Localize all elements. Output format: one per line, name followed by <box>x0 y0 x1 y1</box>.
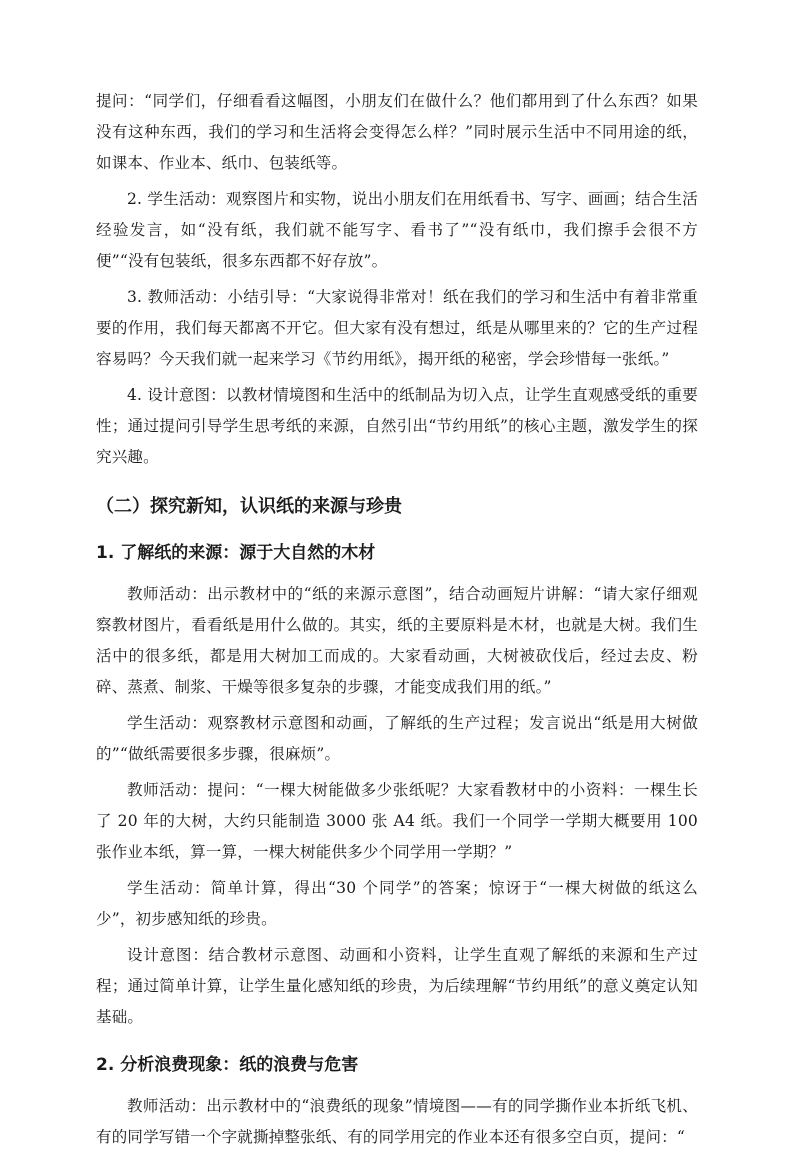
document-page <box>96 86 698 1153</box>
intro-question-paragraph: 提问：“同学们，仔细看看这幅图，小朋友们在做什么？他们都用到了什么东西？如果没有这种东西，我们的学习和生活将会变得怎么样？”同时展示生活中不同用途的纸，如课本、作业本、纸巾、包装纸等。 <box>96 92 698 172</box>
subsection-1-heading-wrap <box>96 539 698 567</box>
calculation-student-paragraph: 学生活动：简单计算，得出“30 个同学”的答案；惊讶于“一棵大树做的纸这么少”，初步感知纸的珍贵。 <box>96 879 698 928</box>
section-heading: （二）探究新知，认识纸的来源与珍贵 <box>96 496 402 517</box>
waste-teacher-paragraph: 教师活动：出示教材中的“浪费纸的现象”情境图——有的同学撕作业本折纸飞机、有的同学写错一个字就撕掉整张纸、有的同学用完的作业本还有很多空白页，提问：“ <box>96 1097 698 1146</box>
subsection-2-body <box>96 1091 698 1153</box>
tree-question-paragraph: 教师活动：提问：“一棵大树能做多少张纸呢？大家看教材中的小资料：一棵生长了 20 年的大树，大约只能制造 3000 张 A4 纸。我们一个同学一学期大概要用 100 张作业本纸，算一算，一棵大树能供多少个同学用一学期？” <box>96 781 698 861</box>
section-heading-wrap <box>96 493 698 521</box>
student-activity-paragraph: 2. 学生活动：观察图片和实物，说出小朋友们在用纸看书、写字、画画；结合生活经验发言，如“没有纸，我们就不能写字、看书了”“没有纸巾，我们擦手会很不方便”“没有包装纸，很多东西都不好存放”。 <box>96 190 698 270</box>
subsection-2-heading-wrap <box>96 1051 698 1079</box>
subsection-1-design-intent-paragraph: 设计意图：结合教材示意图、动画和小资料，让学生直观了解纸的来源和生产过程；通过简单计算，让学生量化感知纸的珍贵，为后续理解“节约用纸”的意义奠定认知基础。 <box>96 946 698 1026</box>
subsection-2-heading: 2. 分析浪费现象：纸的浪费与危害 <box>96 1055 359 1075</box>
subsection-1-body <box>96 579 698 1033</box>
paper-source-teacher-paragraph: 教师活动：出示教材中的“纸的来源示意图”，结合动画短片讲解：“请大家仔细观察教材图片，看看纸是用什么做的。其实，纸的主要原料是木材，也就是大树。我们生活中的很多纸，都是用大树加工而成的。大家看动画，大树被砍伐后，经过去皮、粉碎、蒸煮、制浆、干燥等很多复杂的步骤，才能变成我们用的纸。” <box>96 585 698 696</box>
design-intent-paragraph: 4. 设计意图：以教材情境图和生活中的纸制品为切入点，让学生直观感受纸的重要性；通过提问引导学生思考纸的来源，自然引出“节约用纸”的核心主题，激发学生的探究兴趣。 <box>96 386 698 466</box>
subsection-1-heading: 1. 了解纸的来源：源于大自然的木材 <box>96 543 376 563</box>
teacher-summary-paragraph: 3. 教师活动：小结引导：“大家说得非常对！纸在我们的学习和生活中有着非常重要的作用，我们每天都离不开它。但大家有没有想过，纸是从哪里来的？它的生产过程容易吗？今天我们就一起来学习《节约用纸》，揭开纸的秘密，学会珍惜每一张纸。” <box>96 288 698 368</box>
paper-source-student-paragraph: 学生活动：观察教材示意图和动画，了解纸的生产过程；发言说出“纸是用大树做的”“做纸需要很多步骤，很麻烦”。 <box>96 714 698 763</box>
intro-block <box>96 86 698 473</box>
